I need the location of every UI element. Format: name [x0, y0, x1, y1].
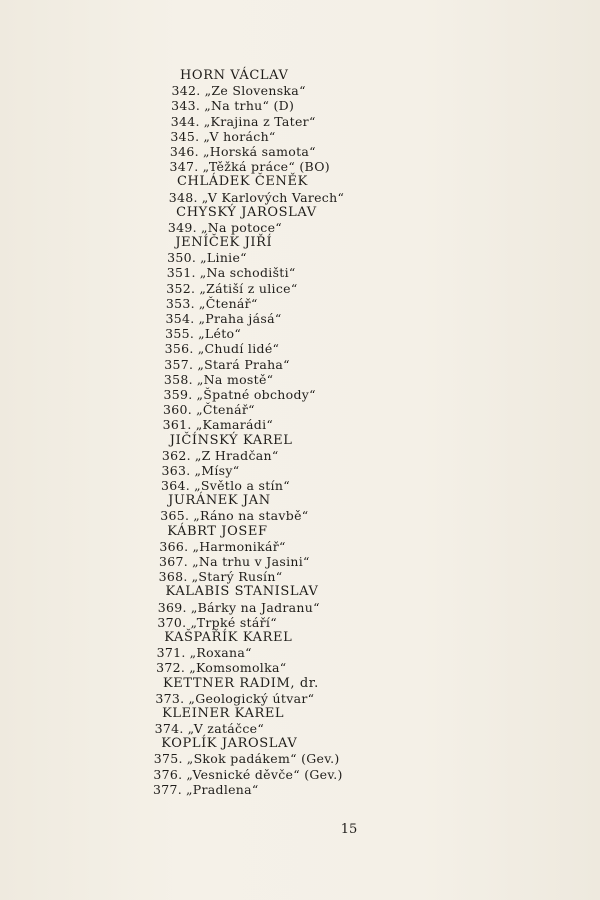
catalog-item	[0, 250, 600, 265]
item-title: „Geologický útvar“	[188, 690, 315, 706]
catalog-item	[0, 569, 600, 584]
catalog-item	[0, 417, 600, 432]
item-title: „Stará Praha“	[197, 356, 290, 372]
catalog-item	[0, 463, 600, 478]
catalog-item	[0, 281, 600, 296]
item-title: „Krajina z Tater“	[203, 113, 316, 129]
item-title: „Na mostě“	[196, 371, 274, 387]
artist-name: JURÁNEK JAN	[168, 493, 271, 509]
catalog-item	[0, 554, 600, 569]
catalog-item	[0, 144, 600, 159]
item-title: „Komsomolka“	[189, 660, 287, 676]
item-number: 343.	[171, 98, 201, 114]
item-number: 370.	[157, 614, 187, 630]
item-number: 366.	[159, 538, 189, 554]
catalog-item	[0, 721, 600, 736]
item-number: 345.	[170, 128, 200, 144]
catalog-item	[0, 691, 600, 706]
item-title: „Těžká práce“ (BO)	[202, 159, 330, 175]
item-number: 367.	[159, 554, 189, 569]
catalog-item	[0, 98, 600, 113]
item-title: „Světlo a stín“	[194, 478, 290, 494]
artist-name: CHYSKÝ JAROSLAV	[176, 204, 317, 220]
item-title: „Špatné obchody“	[196, 386, 316, 402]
item-title: „Z Hradčan“	[194, 447, 279, 463]
item-number: 346.	[169, 143, 199, 159]
item-title: „Linie“	[200, 250, 247, 266]
catalog-item	[0, 159, 600, 174]
item-number: 353.	[165, 295, 195, 311]
item-title: „Na schodišti“	[199, 265, 296, 281]
item-title: „Čtenář“	[198, 295, 258, 311]
catalog-item	[0, 751, 600, 766]
catalog-item	[0, 372, 600, 387]
item-number: 359.	[163, 386, 193, 402]
item-title: „Na potoce“	[200, 219, 282, 235]
item-number: 354.	[165, 311, 195, 326]
item-title: „Roxana“	[189, 645, 252, 661]
item-title: „Ráno na stavbě“	[193, 508, 309, 524]
item-number: 369.	[157, 599, 187, 615]
item-title: „Léto“	[198, 326, 242, 342]
catalog-item	[0, 782, 600, 797]
catalog-item	[0, 615, 600, 630]
catalog-item	[0, 296, 600, 311]
item-number: 348.	[168, 189, 198, 205]
catalog-item	[0, 129, 600, 144]
catalog-item	[0, 341, 600, 356]
item-number: 344.	[170, 113, 200, 129]
artist-name: CHLÁDEK ČENĚK	[177, 174, 308, 190]
item-title: „Trpké stáří“	[190, 614, 277, 630]
item-number: 375.	[153, 751, 183, 767]
item-number: 376.	[153, 766, 183, 782]
item-number: 355.	[165, 326, 195, 342]
catalog-item	[0, 83, 600, 98]
catalog-item	[0, 539, 600, 554]
item-number: 351.	[166, 265, 196, 281]
item-number: 349.	[167, 219, 197, 235]
item-title: „Na trhu“ (D)	[204, 98, 295, 114]
item-number: 352.	[166, 280, 196, 296]
artist-name: HORN VÁCLAV	[180, 68, 289, 83]
catalog-item	[0, 220, 600, 235]
item-title: „V horách“	[203, 128, 276, 144]
catalog-item	[0, 326, 600, 341]
catalog-item	[0, 265, 600, 280]
catalog-item	[0, 660, 600, 675]
item-number: 350.	[167, 250, 197, 266]
page-number: 15	[340, 822, 358, 837]
item-number: 356.	[164, 341, 194, 357]
item-number: 368.	[158, 569, 188, 585]
catalog-item	[0, 190, 600, 205]
item-title: „Chudí lidé“	[197, 341, 280, 357]
item-title: „Ze Slovenska“	[204, 83, 306, 99]
catalog-item	[0, 645, 600, 660]
catalog-item	[0, 478, 600, 493]
item-title: „Horská samota“	[202, 143, 316, 159]
catalog-item	[0, 600, 600, 615]
artist-name: JIČÍNSKÝ KAREL	[169, 432, 293, 448]
catalog-item	[0, 387, 600, 402]
item-number: 371.	[156, 645, 186, 661]
item-number: 360.	[163, 402, 193, 418]
item-title: „Mísy“	[194, 462, 240, 478]
item-number: 357.	[164, 356, 194, 372]
item-title: „Bárky na Jadranu“	[190, 599, 320, 615]
artist-name: KETTNER RADIM, dr.	[162, 675, 319, 691]
item-number: 347.	[169, 159, 199, 175]
item-title: „Vesnické děvče“ (Gev.)	[186, 766, 343, 782]
item-number: 364.	[161, 478, 191, 494]
item-title: „Harmonikář“	[192, 538, 286, 554]
item-title: „Starý Rusín“	[191, 569, 283, 585]
artist-name: KAŠPAŘÍK KAREL	[164, 629, 293, 645]
catalog-item	[0, 448, 600, 463]
catalog-list	[0, 68, 600, 797]
catalog-item	[0, 114, 600, 129]
item-number: 363.	[161, 462, 191, 478]
catalog-item	[0, 311, 600, 326]
artist-name: JENÍČEK JIŘÍ	[175, 235, 273, 251]
item-number: 361.	[162, 417, 192, 433]
item-number: 342.	[171, 83, 201, 99]
item-title: „Praha jásá“	[198, 311, 282, 326]
item-number: 362.	[161, 447, 191, 463]
item-title: „Čtenář“	[196, 402, 255, 418]
item-number: 373.	[155, 690, 185, 706]
item-title: „V Karlových Varech“	[201, 189, 345, 205]
item-number: 365.	[160, 508, 190, 524]
artist-name: KÁBRT JOSEF	[167, 523, 268, 539]
item-title: „Na trhu v Jasini“	[192, 554, 310, 569]
item-title: „Skok padákem“ (Gev.)	[186, 751, 340, 767]
catalog-item	[0, 402, 600, 417]
item-title: „V zatáčce“	[187, 721, 265, 737]
catalog-item	[0, 357, 600, 372]
item-number: 377.	[152, 781, 182, 797]
catalog-item	[0, 508, 600, 523]
item-title: „Pradlena“	[186, 781, 259, 797]
catalog-item	[0, 767, 600, 782]
artist-name: KOPLÍK JAROSLAV	[161, 736, 298, 752]
artist-name: KALABIS STANISLAV	[165, 584, 319, 600]
item-title: „Zátiší z ulice“	[199, 280, 298, 296]
item-number: 372.	[156, 660, 186, 676]
item-number: 374.	[154, 721, 184, 737]
artist-name: KLEINER KAREL	[162, 705, 285, 721]
item-number: 358.	[163, 371, 193, 387]
item-title: „Kamarádi“	[195, 417, 274, 433]
